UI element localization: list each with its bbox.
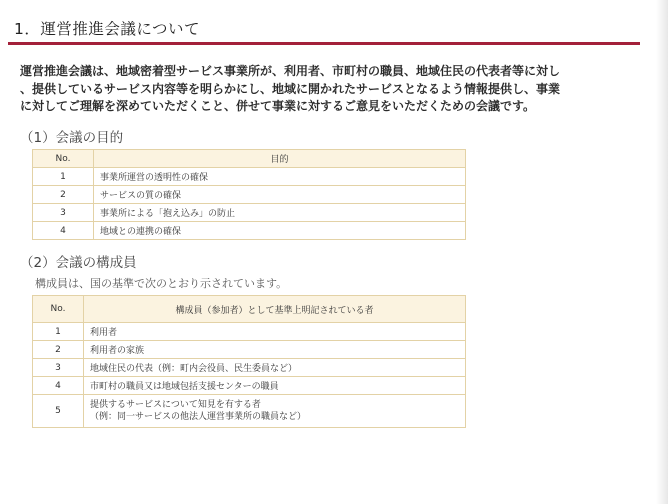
section-heading-members: （2）会議の構成員 <box>20 255 137 271</box>
row-number: 2 <box>33 186 94 204</box>
row-number: 3 <box>33 359 84 377</box>
table-row <box>33 377 466 395</box>
table-header-row <box>33 296 466 323</box>
row-text: 事業所運営の透明性の確保 <box>94 168 466 186</box>
table-row <box>33 323 466 341</box>
column-header-no: No. <box>33 296 84 323</box>
row-number: 5 <box>33 395 84 428</box>
table-row <box>33 222 466 240</box>
table-row <box>33 168 466 186</box>
row-number: 2 <box>33 341 84 359</box>
intro-line: 運営推進会議は、地域密着型サービス事業所が、利用者、市町村の職員、地域住民の代表者等に対し <box>20 64 561 78</box>
intro-line: 、提供しているサービス内容等を明らかにし、地域に開かれたサービスとなるよう情報提供し、事業 <box>20 81 561 96</box>
row-number: 1 <box>33 168 94 186</box>
table-row <box>33 395 466 428</box>
row-text: 地域住民の代表（例：町内会役員、民生委員など） <box>84 359 466 377</box>
title-divider <box>8 42 640 45</box>
purpose-table <box>32 149 466 240</box>
section-heading-purpose: （1）会議の目的 <box>20 130 124 146</box>
table-row <box>33 204 466 222</box>
row-number: 3 <box>33 204 94 222</box>
table-header-row <box>33 150 466 168</box>
row-text: 地域との連携の確保 <box>94 222 466 240</box>
row-text-multiline <box>84 395 466 428</box>
row-text: サービスの質の確保 <box>94 186 466 204</box>
row-text: 利用者の家族 <box>84 341 466 359</box>
row-text: 市町村の職員又は地域包括支援センターの職員 <box>84 377 466 395</box>
row-text: 事業所による「抱え込み」の防止 <box>94 204 466 222</box>
row-text-line: （例：同一サービスの他法人運営事業所の職員など） <box>90 412 307 422</box>
members-note: 構成員は、国の基準で次のとおり示されています。 <box>35 277 288 290</box>
table-row <box>33 186 466 204</box>
intro-paragraph <box>20 63 636 116</box>
column-header-no: No. <box>33 150 94 168</box>
row-number: 4 <box>33 377 84 395</box>
members-table <box>32 295 466 428</box>
page-title: 1．運営推進会議について <box>14 20 201 38</box>
column-header-members: 構成員（参加者）として基準上明記されている者 <box>84 296 466 323</box>
row-text-line: 提供するサービスについて知見を有する者 <box>90 400 261 410</box>
row-number: 4 <box>33 222 94 240</box>
table-row <box>33 359 466 377</box>
row-text: 利用者 <box>84 323 466 341</box>
column-header-purpose: 目的 <box>94 150 466 168</box>
row-number: 1 <box>33 323 84 341</box>
intro-line: に対してご理解を深めていただくこと、併せて事業に対するご意見をいただくための会議です。 <box>20 99 536 113</box>
table-row <box>33 341 466 359</box>
page-edge-shadow <box>656 0 668 504</box>
